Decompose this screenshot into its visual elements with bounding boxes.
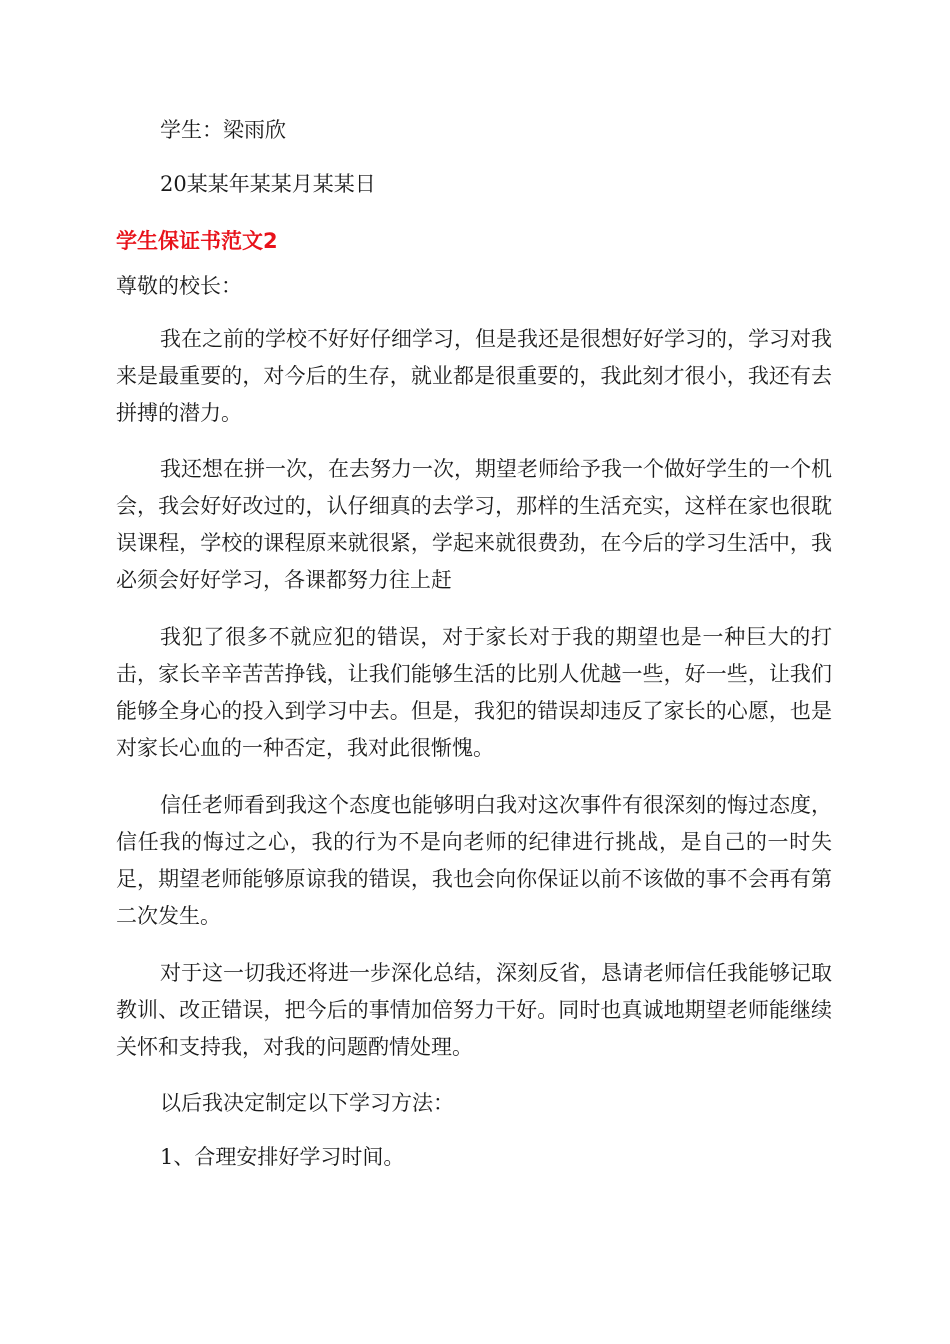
student-signature: 学生：梁雨欣 <box>160 118 286 142</box>
body-paragraph-2: 我还想在拼一次，在去努力一次，期望老师给予我一个做好学生的一个机会，我会好好改过的，认仔细真的去学习，那样的生活充实，这样在家也很耽误课程，学校的课程原来就很紧，学起来就很费劲，在今后的学习生活中，我必须会好好学习，各课都努力往上赶 <box>116 457 832 592</box>
signature-date: 20某某年某某月某某日 <box>160 172 376 196</box>
body-paragraph-5: 对于这一切我还将进一步深化总结，深刻反省，恳请老师信任我能够记取教训、改正错误，把今后的事情加倍努力干好。同时也真诚地期望老师能继续关怀和支持我，对我的问题酌情处理。 <box>116 961 832 1059</box>
body-paragraph-3: 我犯了很多不就应犯的错误，对于家长对于我的期望也是一种巨大的打击，家长辛辛苦苦挣钱，让我们能够生活的比别人优越一些，好一些，让我们能够全身心的投入到学习中去。但是，我犯的错误却违反了家长的心愿，也是对家长心血的一种否定，我对此很惭愧。 <box>116 625 832 760</box>
body-paragraph-7: 1、合理安排好学习时间。 <box>160 1145 405 1169</box>
body-paragraph-6: 以后我决定制定以下学习方法： <box>160 1091 454 1115</box>
body-paragraph-1: 我在之前的学校不好好仔细学习，但是我还是很想好好学习的，学习对我来是最重要的，对今后的生存，就业都是很重要的，我此刻才很小，我还有去拼搏的潜力。 <box>116 327 832 425</box>
salutation: 尊敬的校长： <box>116 274 242 298</box>
section-heading: 学生保证书范文2 <box>116 229 278 253</box>
body-paragraph-4: 信任老师看到我这个态度也能够明白我对这次事件有很深刻的悔过态度，信任我的悔过之心，我的行为不是向老师的纪律进行挑战，是自己的一时失足，期望老师能够原谅我的错误，我也会向你保证以前不该做的事不会再有第二次发生。 <box>116 793 832 928</box>
